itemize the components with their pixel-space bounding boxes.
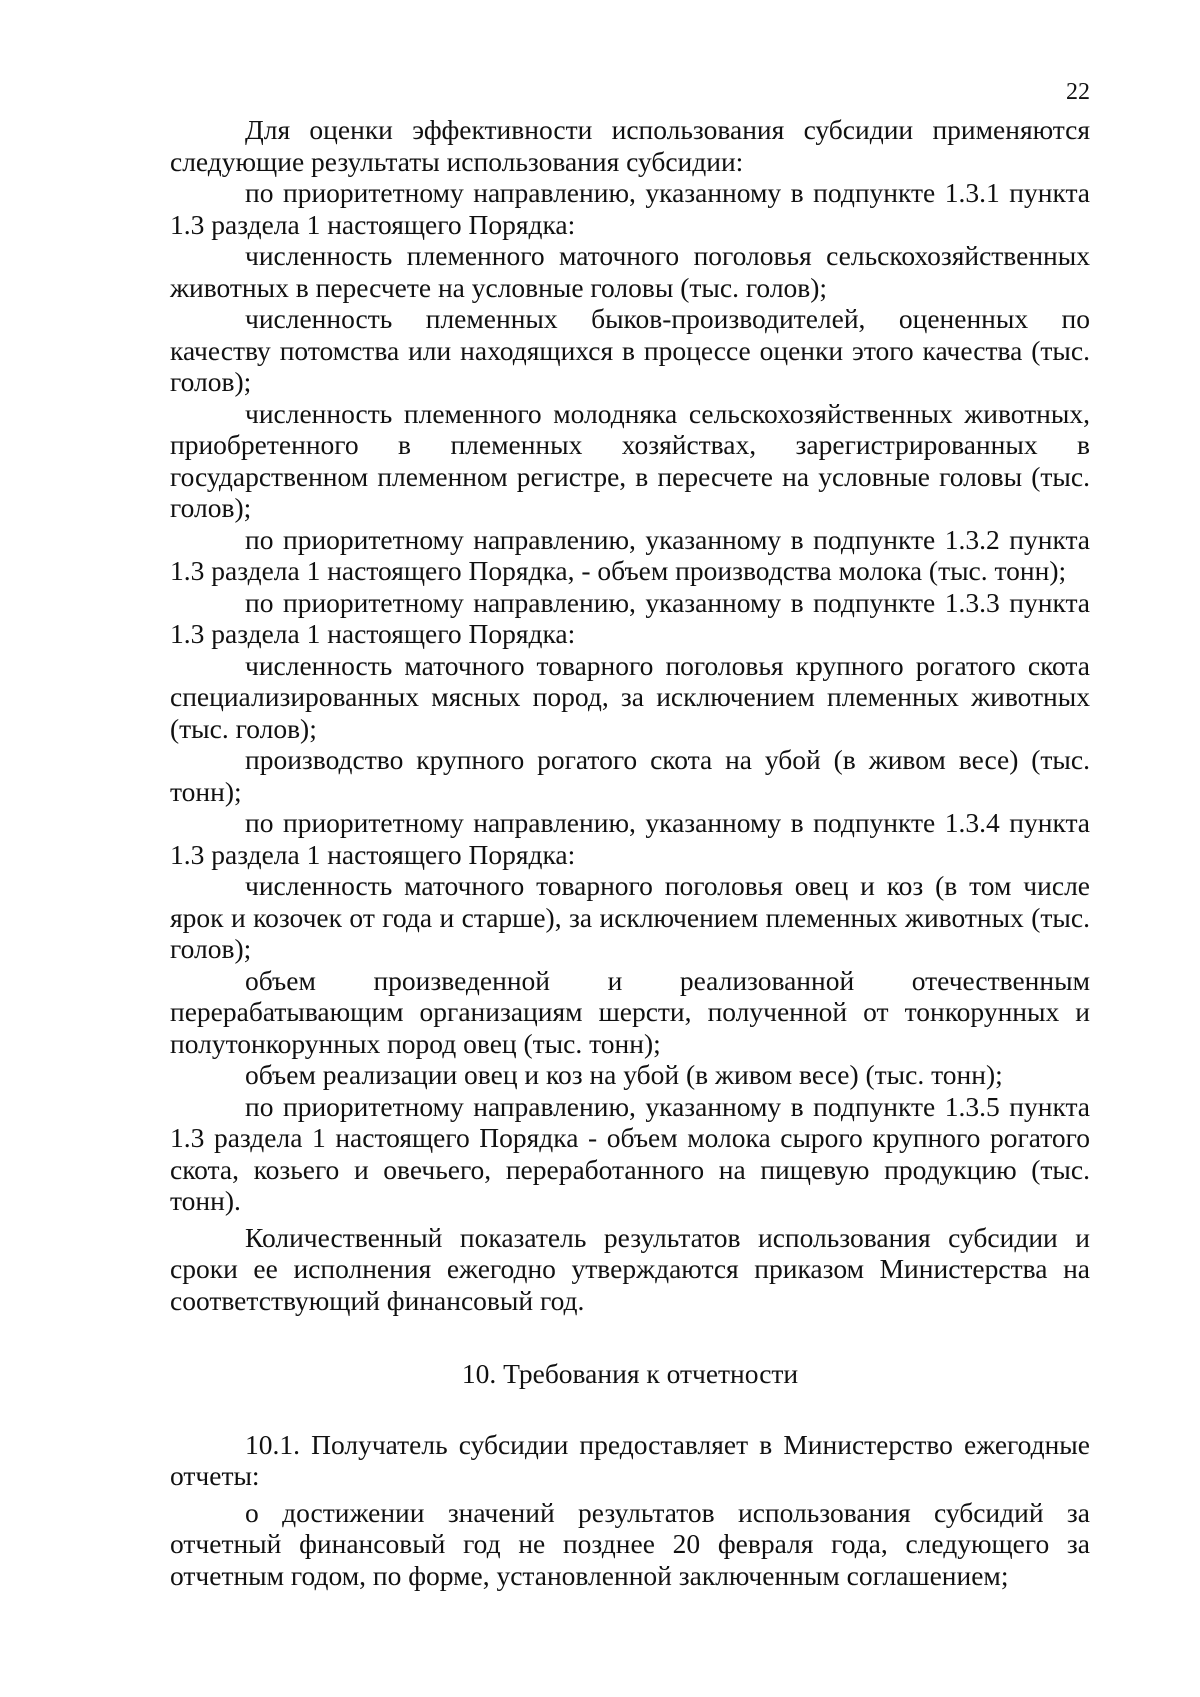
result-item: численность племенного молодняка сельскохозяйственных животных, приобретенного в племенных хозяйствах, зарегистрированных в государственном племенном регистре, в пересчете на условные головы (тыс. голов); [170,397,1090,523]
result-item: объем произведенной и реализованной отечественным перерабатывающим организациям шерсти, полученной от тонкорунных и полутонкорунных пород овец (тыс. тонн); [170,964,1090,1059]
result-item: численность маточного товарного поголовья овец и коз (в том числе ярок и козочек от года и старше), за исключением племенных животных (тыс. голов); [170,870,1090,964]
page-number: 22 [1066,79,1090,105]
intro-paragraph: Для оценки эффективности использования субсидии применяются следующие результаты использования субсидии: [170,114,1090,177]
result-item: по приоритетному направлению, указанному в подпункте 1.3.2 пункта 1.3 раздела 1 настоящего Порядка, - объем производства молока (тыс. тонн); [170,523,1090,586]
result-item: по приоритетному направлению, указанному в подпункте 1.3.1 пункта 1.3 раздела 1 настоящего Порядка: [170,177,1090,240]
result-item: объем реализации овец и коз на убой (в живом весе) (тыс. тонн); [245,1059,1003,1090]
result-item: численность племенного маточного поголовья сельскохозяйственных животных в пересчете на условные головы (тыс. голов); [170,240,1090,303]
result-item: производство крупного рогатого скота на убой (в живом весе) (тыс. тонн); [170,744,1090,807]
section-heading: 10. Требования к отчетности [461,1358,799,1389]
result-item: численность маточного товарного поголовья крупного рогатого скота специализированных мясных пород, за исключением племенных животных (тыс. голов); [170,649,1090,744]
document-body [170,114,1090,1591]
section-paragraph: 10.1. Получатель субсидии предоставляет в Министерство ежегодные отчеты: [170,1428,1090,1491]
result-item: по приоритетному направлению, указанному в подпункте 1.3.4 пункта 1.3 раздела 1 настоящего Порядка: [170,807,1090,870]
result-item: численность племенных быков-производителей, оцененных по качеству потомства или находящихся в процессе оценки этого качества (тыс. голов); [170,303,1090,397]
result-item: по приоритетному направлению, указанному в подпункте 1.3.5 пункта 1.3 раздела 1 настоящего Порядка - объем молока сырого крупного рогатого скота, козьего и овечьего, переработанного на пищевую продукцию (тыс. тонн). [170,1090,1090,1216]
result-item: по приоритетному направлению, указанному в подпункте 1.3.3 пункта 1.3 раздела 1 настоящего Порядка: [170,586,1090,649]
section-paragraph: о достижении значений результатов использования субсидий за отчетный финансовый год не позднее 20 февраля года, следующего за отчетным годом, по форме, установленной заключенным соглашением; [170,1496,1090,1591]
quantity-note-paragraph: Количественный показатель результатов использования субсидии и сроки ее исполнения ежегодно утверждаются приказом Министерства на соответствующий финансовый год. [170,1221,1090,1316]
